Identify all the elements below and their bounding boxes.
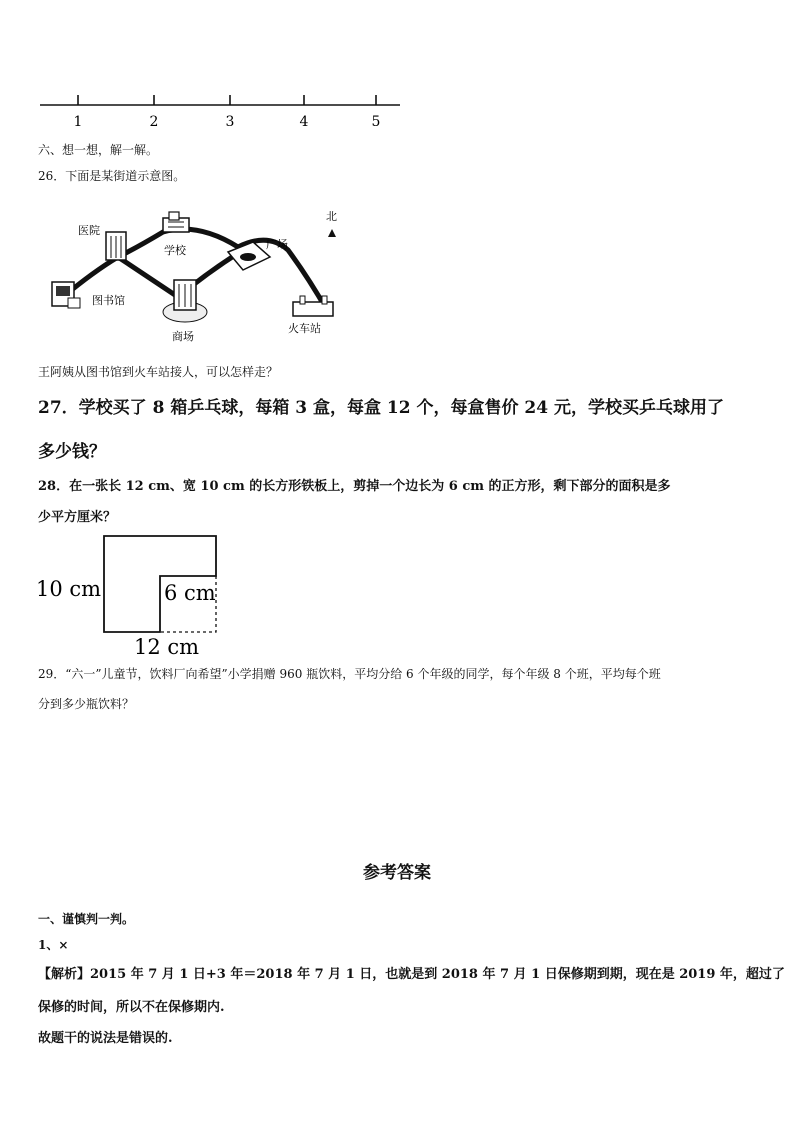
mall-icon xyxy=(163,280,207,322)
label-width: 10 cm xyxy=(36,577,102,601)
conclusion: 故题干的说法是错误的. xyxy=(38,1031,173,1046)
place-library: 图书馆 xyxy=(92,294,125,307)
number-line xyxy=(38,88,408,133)
answers-title: 参考答案 xyxy=(363,863,431,883)
place-hospital: 医院 xyxy=(78,224,100,237)
street-map xyxy=(38,202,358,352)
analysis-line2: 保修的时间，所以不在保修期内. xyxy=(38,1000,225,1015)
tick-label: 5 xyxy=(371,114,381,130)
q27-line1: 27．学校买了 8 箱乒乓球，每箱 3 盒，每盒 12 个，每盒售价 24 元，学校买乒乓球用了 xyxy=(38,398,724,418)
tick-label: 3 xyxy=(225,114,235,130)
analysis-line1: 【解析】2015 年 7 月 1 日+3 年＝2018 年 7 月 1 日，也就是到 2018 年 7 月 1 日保修期到期，现在是 2019 年，超过了 xyxy=(38,967,785,982)
place-school: 学校 xyxy=(164,244,186,257)
q28-line2: 少平方厘米？ xyxy=(38,510,117,525)
place-station: 火车站 xyxy=(288,322,321,335)
q27-line2: 多少钱？ xyxy=(38,442,106,462)
school-icon xyxy=(163,212,189,232)
label-length: 12 cm xyxy=(134,635,200,658)
rectangle-figure xyxy=(30,530,230,658)
tick-label: 4 xyxy=(299,114,309,130)
place-square: 广场 xyxy=(266,238,288,251)
place-mall: 商场 xyxy=(172,330,194,343)
rectangle-figure-graphic xyxy=(30,530,230,658)
north-arrow-icon xyxy=(328,229,336,237)
q26-text: 26．下面是某街道示意图。 xyxy=(38,169,186,183)
answer-item1: 1、× xyxy=(38,938,69,952)
number-line-graphic xyxy=(38,88,408,133)
q26-question: 王阿姨从图书馆到火车站接人，可以怎样走？ xyxy=(38,365,279,379)
north-label: 北 xyxy=(326,210,337,223)
q28-line1: 28．在一张长 12 cm、宽 10 cm 的长方形铁板上，剪掉一个边长为 6 cm 的正方形，剩下部分的面积是多 xyxy=(38,479,671,494)
railway-station-icon xyxy=(293,296,333,316)
tick-label: 1 xyxy=(73,114,83,130)
q29-line1: 29．“六一”儿童节，饮料厂向希望”小学捐赠 960 瓶饮料，平均分给 6 个年级的同学，每个年级 8 个班，平均每个班 xyxy=(38,667,661,681)
tick-label: 2 xyxy=(149,114,159,130)
street-map-graphic xyxy=(38,202,358,352)
q29-line2: 分到多少瓶饮料？ xyxy=(38,697,135,711)
hospital-icon xyxy=(106,232,126,260)
label-square: 6 cm xyxy=(164,581,216,605)
answers-section1: 一、谨慎判一判。 xyxy=(38,912,135,926)
section6-heading: 六、想一想，解一解。 xyxy=(38,143,159,157)
